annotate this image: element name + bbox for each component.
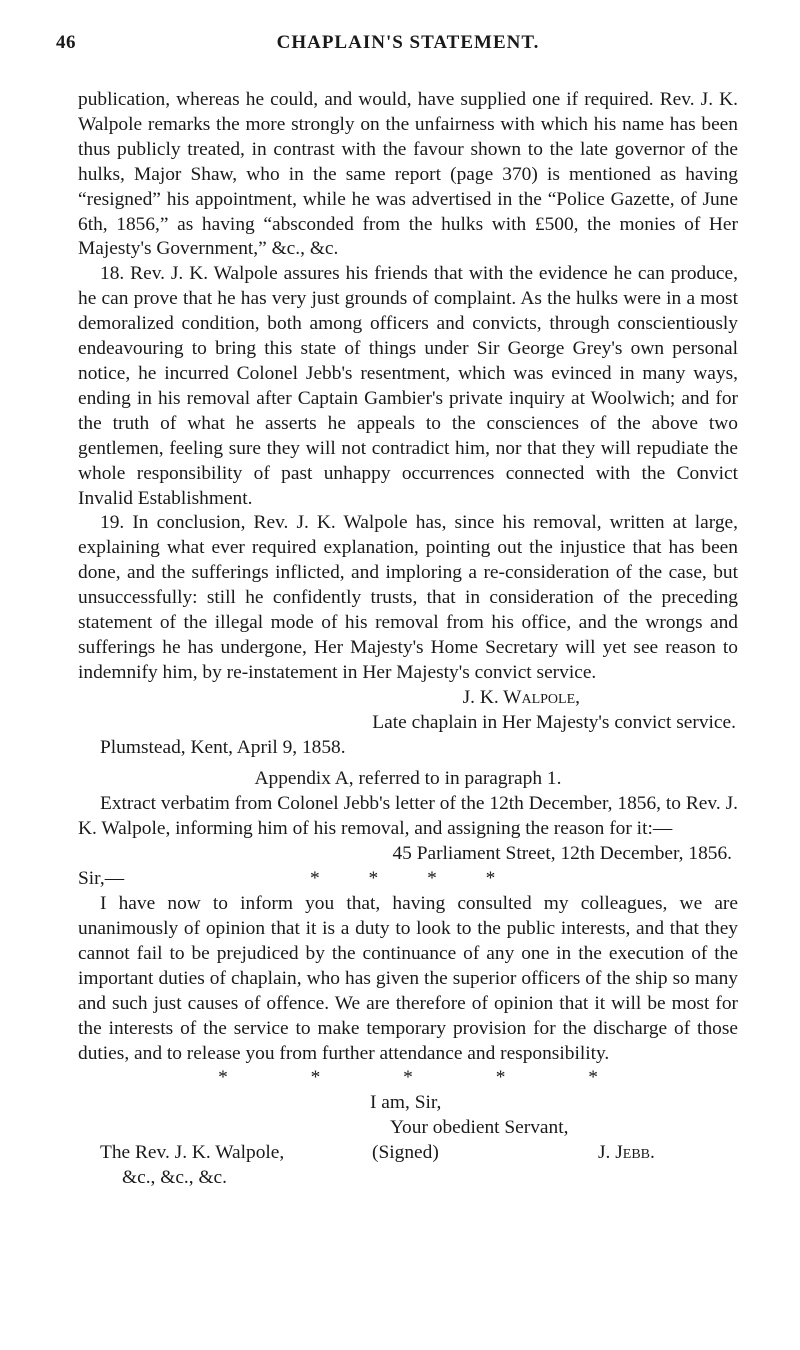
signed-label: (Signed) bbox=[372, 1142, 439, 1164]
ellipsis-stars-row: * * * * * bbox=[218, 1067, 598, 1089]
paragraph-continuation: publication, whereas he could, and would, have supplied one if required. Rev. J. K. Walpole remarks the more strongly on the unfairness with which his name has been thus publicly treated, in contrast with the favour shown to the late governor of the hulks, Major Shaw, who in the same report (page 370) is mentioned as having “resigned” his appointment, while he was advertised in the “Police Gazette, of June 6th, 1856,” as having “absconded from the hulks with £500, the monies of Her Majesty's Government,” &c., &c. bbox=[78, 89, 738, 260]
addressee-etc: &c., &c., &c. bbox=[122, 1167, 228, 1189]
salutation-line bbox=[78, 867, 738, 892]
letter-body: I have now to inform you that, having consulted my colleagues, we are unanimously of opinion that it is a duty to look to the public interests, and that they cannot fail to be prejudiced by the continuance of any one in the execution of the important duties of chaplain, who has given the superior officers of the ship so many and such just causes of offence. We are therefore of opinion that it will be most for the interests of the service to make temporary provision for the discharge of those duties, and to release you from further attendance and responsibility. bbox=[78, 893, 738, 1064]
page-body bbox=[78, 88, 738, 1191]
letter-closing bbox=[78, 1091, 738, 1191]
signature-role: Late chaplain in Her Majesty's convict service. bbox=[372, 711, 736, 733]
page-number: 46 bbox=[56, 32, 76, 53]
appendix-intro: Extract verbatim from Colonel Jebb's letter of the 12th December, 1856, to Rev. J. K. Walpole, informing him of his removal, and assigning the reason for it:— bbox=[78, 793, 738, 840]
addressee: The Rev. J. K. Walpole, bbox=[100, 1142, 285, 1164]
signer-name: J. Jebb. bbox=[598, 1142, 655, 1164]
appendix-title: Appendix A, referred to in paragraph 1. bbox=[254, 768, 562, 790]
ellipsis-stars: * * * * bbox=[310, 868, 496, 890]
salutation: Sir,— bbox=[78, 868, 125, 890]
paragraph-18: 18. Rev. J. K. Walpole assures his friends that with the evidence he can produce, he can prove that he has very just grounds of complaint. As the hulks were in a most demoralized condition, both among officers and convicts, through conscientiously endeavouring to bring this state of things under Sir George Grey's own personal notice, he incurred Colonel Jebb's resentment, which was evinced in many ways, ending in his removal after Captain Gambier's private inquiry at Woolwich; and for the truth of what he asserts he appeals to the consciences of the above two gentlemen, feeling sure they will not contradict him, nor that they will repudiate the whole responsibility of past unhappy occurrences connected with the Convict Invalid Establishment. bbox=[78, 263, 738, 509]
signature-place-date: Plumstead, Kent, April 9, 1858. bbox=[100, 736, 346, 758]
closing-i-am-sir: I am, Sir, bbox=[370, 1092, 442, 1114]
running-title: CHAPLAIN'S STATEMENT. bbox=[276, 32, 540, 53]
signature-name: J. K. Walpole, bbox=[462, 686, 580, 708]
closing-obedient-servant: Your obedient Servant, bbox=[390, 1117, 569, 1139]
page-header bbox=[56, 32, 760, 56]
letter-address: 45 Parliament Street, 12th December, 1856. bbox=[392, 843, 732, 865]
paragraph-19: 19. In conclusion, Rev. J. K. Walpole has, since his removal, written at large, explaining what ever required explanation, pointing out the injustice that has been done, and the sufferings inflicted, and imploring a re-consideration of the case, but unsuccessfully: still he confidently trusts, that in consideration of the preceding statement of the illegal mode of his removal from his office, and the wrongs and sufferings he has undergone, Her Majesty's Home Secretary will yet see reason to indemnify him, by re-instatement in Her Majesty's convict service. bbox=[78, 512, 738, 683]
